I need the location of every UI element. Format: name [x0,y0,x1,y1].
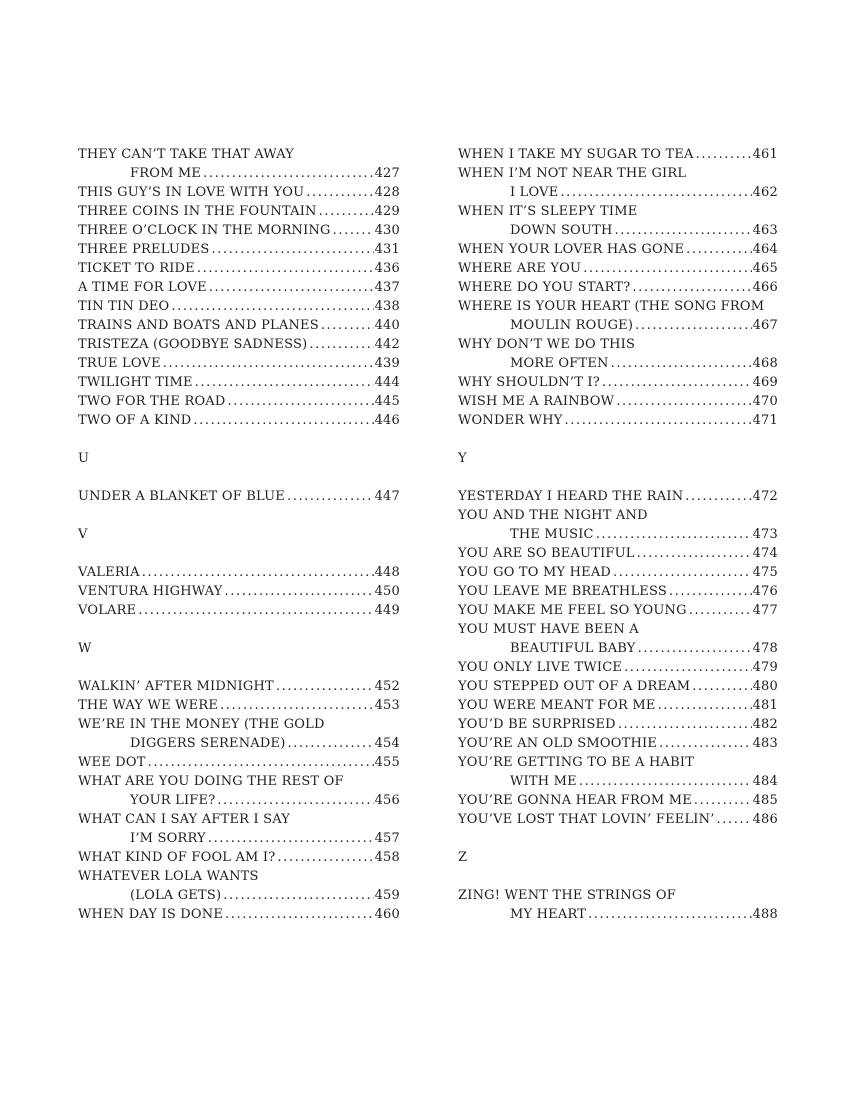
entry-title: DOWN SOUTH [510,223,613,238]
index-entry [458,582,778,601]
entry-title: THREE COINS IN THE FOUNTAIN [78,204,317,219]
page-number: 427 [374,166,400,181]
page-number: 476 [752,584,778,599]
dot-leader [207,278,374,297]
dot-leader [285,487,374,506]
page-number: 475 [752,565,778,580]
dot-leader [656,696,752,715]
entry-title: YOU MAKE ME FEEL SO YOUNG [458,603,687,618]
dot-leader [616,715,752,734]
entry-title: WALKIN’ AFTER MIDNIGHT [78,679,274,694]
index-entry [458,772,778,791]
entry-title: TIN TIN DEO [78,299,170,314]
dot-leader [223,582,374,601]
index-entry [78,221,400,240]
index-entry [78,905,400,924]
dot-leader [667,582,752,601]
dot-leader [684,240,751,259]
page-number: 466 [752,280,778,295]
entry-title: YOU WERE MEANT FOR ME [458,698,656,713]
page-number: 462 [752,185,778,200]
index-entry [458,183,778,202]
dot-leader [223,905,374,924]
index-entry [458,544,778,563]
page-number: 470 [752,394,778,409]
entry-title: YOU STEPPED OUT OF A DREAM [458,679,691,694]
page-number: 458 [374,850,400,865]
index-entry [78,259,400,278]
dot-leader [594,525,752,544]
index-entry [78,240,400,259]
index-entry [78,696,400,715]
entry-title: YESTERDAY I HEARD THE RAIN [458,489,684,504]
entry-title: MORE OFTEN [510,356,609,371]
dot-leader [195,259,374,278]
dot-leader [218,696,374,715]
entry-title: A TIME FOR LOVE [78,280,207,295]
page-number: 455 [374,755,400,770]
section-letter: V [78,527,88,542]
index-entry [78,753,400,772]
dot-leader [558,183,751,202]
dot-leader [611,563,752,582]
index-entry [78,183,400,202]
dot-leader [215,791,373,810]
entry-title: WHY SHOULDN’T I? [458,375,600,390]
dot-leader [161,354,374,373]
index-entry-first-line: WHEN IT’S SLEEPY TIME [458,204,638,219]
page-number: 439 [374,356,400,371]
entry-title: WEE DOT [78,755,146,770]
entry-title: TRISTEZA (GOODBYE SADNESS) [78,337,308,352]
page-number: 446 [374,413,400,428]
dot-leader [191,411,373,430]
index-entry [458,316,778,335]
index-entry [458,145,778,164]
entry-title: YOU’RE GONNA HEAR FROM ME [458,793,692,808]
page-number: 449 [374,603,400,618]
entry-title: TICKET TO RIDE [78,261,195,276]
dot-leader [304,183,373,202]
entry-title: BEAUTIFUL BABY [510,641,636,656]
entry-title: TRAINS AND BOATS AND PLANES [78,318,319,333]
entry-title: I’M SORRY [130,831,206,846]
index-entry [458,259,778,278]
dot-leader [692,791,752,810]
dot-leader [274,677,374,696]
index-entry [78,335,400,354]
entry-title: WHEN I TAKE MY SUGAR TO TEA [458,147,694,162]
index-entry [458,734,778,753]
page-number: 474 [752,546,778,561]
dot-leader [275,848,373,867]
page-number: 467 [752,318,778,333]
page-number: 488 [752,907,778,922]
page-number: 444 [374,375,400,390]
index-entry [458,696,778,715]
page-number: 442 [374,337,400,352]
page-number: 472 [752,489,778,504]
dot-leader [331,221,374,240]
index-entry [78,202,400,221]
entry-title: WHAT KIND OF FOOL AM I? [78,850,276,865]
entry-title: WISH ME A RAINBOW [458,394,615,409]
dot-leader [146,753,374,772]
dot-leader [563,411,752,430]
page-number: 436 [374,261,400,276]
index-entry [458,411,778,430]
entry-title: WHERE DO YOU START? [458,280,631,295]
index-entry-first-line: WHATEVER LOLA WANTS [78,869,259,884]
index-column-right [458,145,778,924]
entry-title: WHEN DAY IS DONE [78,907,224,922]
entry-title: YOU’RE AN OLD SMOOTHIE [458,736,658,751]
section-letter: W [78,641,92,656]
dot-leader [715,810,752,829]
page-number: 457 [374,831,400,846]
index-entry-first-line: YOU AND THE NIGHT AND [458,508,648,523]
dot-leader [577,772,752,791]
entry-title: I LOVE [510,185,559,200]
dot-leader [614,392,751,411]
entry-title: TWILIGHT TIME [78,375,193,390]
index-entry [458,639,778,658]
entry-title: FROM ME [130,166,202,181]
page-number: 428 [374,185,400,200]
dot-leader [136,601,373,620]
index-entry-first-line: WHEN I’M NOT NEAR THE GIRL [458,166,687,181]
page-number: 479 [752,660,778,675]
entry-title: WHEN YOUR LOVER HAS GONE [458,242,685,257]
entry-title: THE MUSIC [510,527,594,542]
index-entry-first-line: WHAT CAN I SAY AFTER I SAY [78,812,291,827]
index-entry-first-line: WHAT ARE YOU DOING THE REST OF [78,774,344,789]
index-entry [458,905,778,924]
dot-leader [622,658,752,677]
index-entry [458,487,778,506]
entry-title: WONDER WHY [458,413,563,428]
page-number: 485 [752,793,778,808]
page-number: 461 [752,147,778,162]
entry-title: (LOLA GETS) [130,888,222,903]
dot-leader [193,373,374,392]
index-entry [458,354,778,373]
entry-title: THIS GUY’S IN LOVE WITH YOU [78,185,305,200]
index-entry [78,278,400,297]
dot-leader [630,278,751,297]
dot-leader [221,886,373,905]
page-number: 469 [752,375,778,390]
page-number: 464 [752,242,778,257]
page-number: 429 [374,204,400,219]
dot-leader [206,829,374,848]
entry-title: VENTURA HIGHWAY [78,584,223,599]
index-entry [78,734,400,753]
page-number: 437 [374,280,400,295]
entry-title: YOU’VE LOST THAT LOVIN’ FEELIN’ [458,812,715,827]
page-number: 482 [752,717,778,732]
entry-title: YOU GO TO MY HEAD [458,565,612,580]
index-entry [458,658,778,677]
index-entry [78,582,400,601]
index-entry-first-line: ZING! WENT THE STRINGS OF [458,888,676,903]
index-entry-first-line: YOU’RE GETTING TO BE A HABIT [458,755,695,770]
entry-title: TRUE LOVE [78,356,161,371]
entry-title: MOULIN ROUGE) [510,318,634,333]
index-entry [78,601,400,620]
entry-title: MY HEART [510,907,587,922]
index-entry [458,221,778,240]
page-number: 430 [374,223,400,238]
page-number: 450 [374,584,400,599]
page-number: 445 [374,394,400,409]
index-entry [78,677,400,696]
page-number: 480 [752,679,778,694]
page-number: 477 [752,603,778,618]
entry-title: THREE PRELUDES [78,242,210,257]
index-entry [78,411,400,430]
page-number: 486 [752,812,778,827]
index-entry [458,601,778,620]
page-number: 483 [752,736,778,751]
dot-leader [694,145,752,164]
index-entry [78,829,400,848]
index-entry [78,164,400,183]
page-number: 481 [752,698,778,713]
dot-leader [687,601,752,620]
index-entry [458,715,778,734]
page-number: 448 [374,565,400,580]
index-entry [78,354,400,373]
index-entry-first-line: WE’RE IN THE MONEY (THE GOLD [78,717,325,732]
page-number: 453 [374,698,400,713]
section-letter: Z [458,850,468,865]
page-number: 438 [374,299,400,314]
entry-title: WHERE ARE YOU [458,261,582,276]
page-number: 478 [752,641,778,656]
section-letter: Y [458,451,467,466]
page-number: 440 [374,318,400,333]
index-entry [458,525,778,544]
dot-leader [285,734,373,753]
index-entry [458,373,778,392]
index-entry [458,791,778,810]
entry-title: YOU ARE SO BEAUTIFUL [458,546,635,561]
page-number: 471 [752,413,778,428]
page-number: 452 [374,679,400,694]
page-number: 473 [752,527,778,542]
index-column-left [78,145,400,924]
dot-leader [636,639,752,658]
index-entry [78,791,400,810]
index-entry [78,563,400,582]
page-number: 431 [374,242,400,257]
dot-leader [657,734,752,753]
entry-title: DIGGERS SERENADE) [130,736,286,751]
entry-title: TWO OF A KIND [78,413,192,428]
dot-leader [201,164,373,183]
dot-leader [586,905,752,924]
page-number: 484 [752,774,778,789]
index-entry-first-line: THEY CAN’T TAKE THAT AWAY [78,147,295,162]
index-entry-first-line: WHERE IS YOUR HEART (THE SONG FROM [458,299,765,314]
entry-title: VOLARE [78,603,137,618]
entry-title: VALERIA [78,565,140,580]
dot-leader [307,335,373,354]
page-number: 460 [374,907,400,922]
entry-title: YOU ONLY LIVE TWICE [458,660,623,675]
section-letter: U [78,451,90,466]
index-entry [78,316,400,335]
entry-title: YOU’D BE SURPRISED [458,717,616,732]
entry-title: UNDER A BLANKET OF BLUE [78,489,285,504]
page-number: 465 [752,261,778,276]
page-number: 463 [752,223,778,238]
dot-leader [683,487,751,506]
dot-leader [140,563,374,582]
dot-leader [317,202,374,221]
dot-leader [169,297,373,316]
index-entry [458,563,778,582]
page-number: 447 [374,489,400,504]
index-entry [78,392,400,411]
entry-title: YOUR LIFE? [130,793,216,808]
index-entry [458,392,778,411]
index-entry [458,810,778,829]
dot-leader [612,221,751,240]
entry-title: YOU LEAVE ME BREATHLESS [458,584,667,599]
dot-leader [633,316,751,335]
index-entry [458,240,778,259]
index-entry [78,373,400,392]
index-entry-first-line: WHY DON’T WE DO THIS [458,337,636,352]
dot-leader [209,240,373,259]
page-number: 459 [374,888,400,903]
entry-title: THREE O’CLOCK IN THE MORNING [78,223,331,238]
index-entry [78,886,400,905]
dot-leader [226,392,374,411]
dot-leader [600,373,752,392]
entry-title: TWO FOR THE ROAD [78,394,226,409]
index-entry-first-line: YOU MUST HAVE BEEN A [458,622,639,637]
page-number: 468 [752,356,778,371]
index-entry [78,487,400,506]
entry-title: THE WAY WE WERE [78,698,219,713]
entry-title: WITH ME [510,774,577,789]
dot-leader [635,544,752,563]
index-entry [458,278,778,297]
page-number: 456 [374,793,400,808]
index-entry [78,297,400,316]
dot-leader [609,354,752,373]
page-number: 454 [374,736,400,751]
index-entry [458,677,778,696]
dot-leader [690,677,751,696]
dot-leader [319,316,374,335]
index-entry [78,848,400,867]
dot-leader [581,259,751,278]
